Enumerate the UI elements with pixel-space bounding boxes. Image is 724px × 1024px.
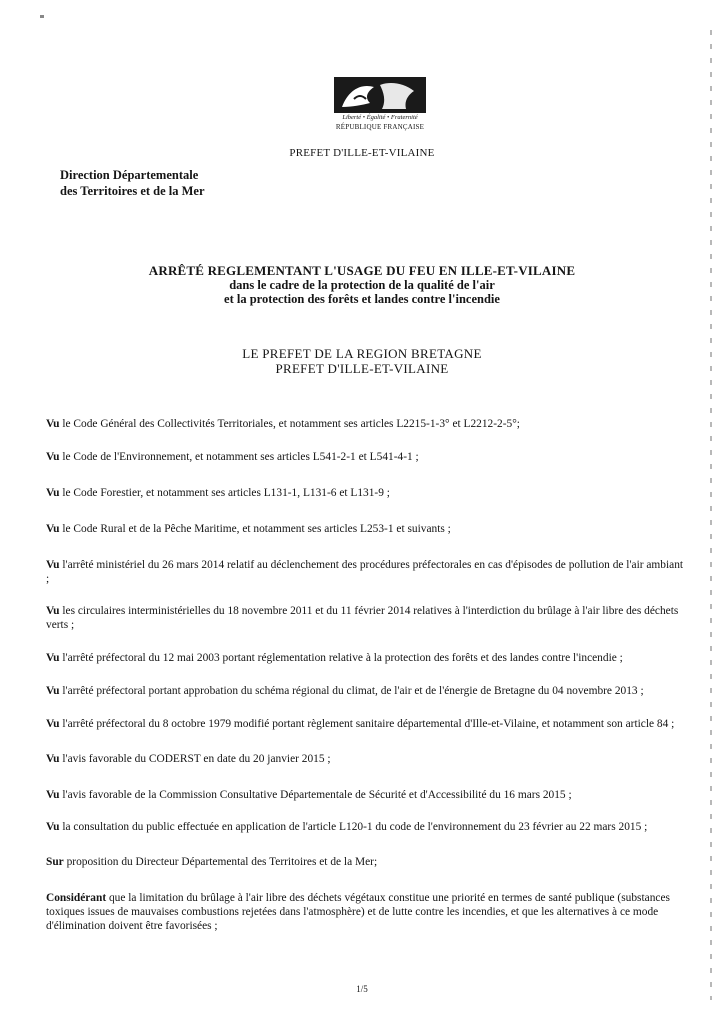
paragraph-lead: Vu	[46, 418, 60, 430]
paragraph-text: proposition du Directeur Départemental des Territoires et de la Mer;	[63, 856, 378, 868]
paragraph	[46, 417, 686, 431]
prefet-line-1: LE PREFET DE LA REGION BRETAGNE	[242, 346, 482, 361]
paragraph-lead: Vu	[46, 652, 60, 664]
page-number: 1/5	[356, 984, 368, 994]
paragraph	[46, 891, 686, 933]
paragraph-lead: Sur	[46, 856, 64, 868]
paragraph-lead: Vu	[46, 605, 60, 617]
prefet-line-2: PREFET D'ILLE-ET-VILAINE	[275, 361, 449, 376]
paragraph-lead: Vu	[46, 487, 60, 499]
paragraph-lead: Vu	[46, 451, 60, 463]
paragraph	[46, 855, 686, 869]
prefet-block	[0, 346, 724, 376]
republique-francaise: RÉPUBLIQUE FRANÇAISE	[335, 123, 425, 131]
direction-line-2: des Territoires et de la Mer	[60, 184, 205, 198]
title-line-3: et la protection des forêts et landes contre l'incendie	[224, 292, 500, 306]
paragraph	[46, 717, 686, 731]
paragraph-text: les circulaires interministérielles du 18 novembre 2011 et du 11 février 2014 relatives à l'interdiction du brûlage à l'air libre des déchets verts ;	[46, 605, 679, 631]
paragraph-lead: Vu	[46, 789, 60, 801]
paragraph-lead: Vu	[46, 718, 60, 730]
paragraph	[46, 450, 686, 464]
paragraph-lead: Vu	[46, 523, 60, 535]
paragraph-text: le Code de l'Environnement, et notamment ses articles L541-2-1 et L541-4-1 ;	[59, 451, 419, 463]
paragraph	[46, 752, 686, 766]
decree-title	[0, 263, 724, 306]
paragraph	[46, 604, 686, 632]
paragraph	[46, 820, 686, 834]
direction-line-1: Direction Départementale	[60, 168, 199, 182]
title-line-2: dans le cadre de la protection de la qualité de l'air	[229, 278, 495, 292]
paragraph	[46, 558, 686, 586]
paragraph-lead: Considérant	[46, 892, 107, 904]
paragraph	[46, 684, 686, 698]
paragraph-lead: Vu	[46, 685, 60, 697]
paragraph	[46, 651, 686, 665]
paragraph-text: l'arrêté préfectoral du 12 mai 2003 portant réglementation relative à la protection des forêts et des landes contre l'incendie ;	[59, 652, 623, 664]
paragraph-text: l'arrêté préfectoral portant approbation du schéma régional du climat, de l'air et de l'énergie de Bretagne du 04 novembre 2013 ;	[59, 685, 644, 697]
direction-block	[60, 167, 205, 199]
paragraph-text: l'arrêté ministériel du 26 mars 2014 relatif au déclenchement des procédures préfectorales en cas d'épisodes de pollution de l'air ambiant ;	[46, 559, 684, 585]
paragraph-text: l'avis favorable de la Commission Consultative Départementale de Sécurité et d'Accessibilité du 16 mars 2015 ;	[59, 789, 572, 801]
prefet-header: PREFET D'ILLE-ET-VILAINE	[289, 147, 435, 159]
paragraph	[46, 522, 686, 536]
republic-logo	[320, 77, 440, 131]
decree-body	[46, 417, 686, 933]
paragraph-text: le Code Rural et de la Pêche Maritime, et notamment ses articles L253-1 et suivants ;	[59, 523, 451, 535]
paragraph-lead: Vu	[46, 821, 60, 833]
paragraph	[46, 788, 686, 802]
paragraph-lead: Vu	[46, 559, 60, 571]
paragraph-text: le Code Forestier, et notamment ses articles L131-1, L131-6 et L131-9 ;	[59, 487, 390, 499]
paragraph-lead: Vu	[46, 753, 60, 765]
scan-edge-line	[710, 30, 712, 1000]
scan-artifact	[40, 15, 44, 18]
paragraph-text: la consultation du public effectuée en application de l'article L120-1 du code de l'environnement du 23 février au 22 mars 2015 ;	[59, 821, 648, 833]
paragraph-text: l'arrêté préfectoral du 8 octobre 1979 modifié portant règlement sanitaire départemental d'Ille-et-Vilaine, et notamment son article 84 ;	[59, 718, 675, 730]
paragraph	[46, 486, 686, 500]
motto: Liberté • Égalité • Fraternité	[342, 114, 418, 121]
marianne-logo-icon	[334, 77, 426, 113]
paragraph-text: que la limitation du brûlage à l'air libre des déchets végétaux constitue une priorité en termes de santé publique (substances toxiques issues de mauvaises combustions rejetées dans l'atmosphère) et de lutte contre les incendies, et que les alternatives à ce mode d'élimination doivent être favorisées ;	[46, 892, 670, 932]
title-line-1: ARRÊTÉ REGLEMENTANT L'USAGE DU FEU EN ILLE-ET-VILAINE	[148, 263, 576, 278]
paragraph-text: l'avis favorable du CODERST en date du 20 janvier 2015 ;	[59, 753, 331, 765]
paragraph-text: le Code Général des Collectivités Territoriales, et notamment ses articles L2215-1-3° et L2212-2-5°;	[59, 418, 520, 430]
